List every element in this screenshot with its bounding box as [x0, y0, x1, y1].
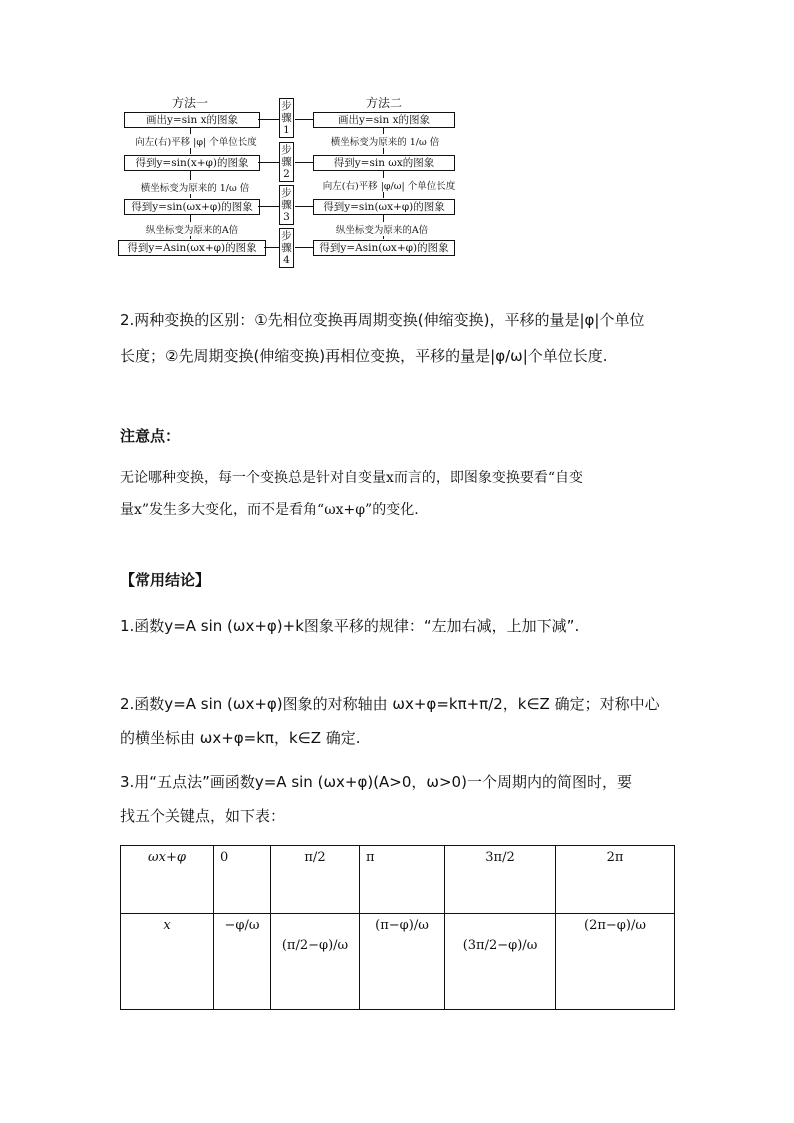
step-1: 步骤1 [279, 98, 294, 138]
table-cell: ωx+φ [121, 846, 214, 914]
note-line-2: 量x”发生多大变化，而不是看角“ωx+φ”的变化. [120, 502, 419, 518]
m1-label-2: 横坐标变为原来的 1/ω 倍 [130, 180, 260, 194]
table-cell: −φ/ω [214, 914, 271, 1010]
m2-box-1: 画出y=sin x的图象 [313, 112, 455, 128]
conclusion-3-line-1: 3.用“五点法”画函数y=A sin (ωx+φ)(A>0，ω>0)一个周期内的简图时，要 [120, 773, 632, 791]
note-line-1: 无论哪种变换，每一个变换总是针对自变量x而言的，即图象变换要看“自变 [120, 470, 584, 486]
m1-box-3: 得到y=sin(ωx+φ)的图象 [124, 199, 260, 215]
step-3: 步骤3 [279, 185, 294, 225]
conclusion-2-line-2: 的横坐标由 ωx+φ=kπ，k∈Z 确定. [120, 729, 361, 747]
m1-box-2: 得到y=sin(x+φ)的图象 [124, 155, 260, 171]
m1-box-4: 得到y=Asin(ωx+φ)的图象 [118, 240, 266, 256]
table-cell: π [360, 846, 445, 914]
table-cell: (π−φ)/ω [360, 914, 445, 1010]
m1-box-1: 画出y=sin x的图象 [124, 112, 260, 128]
conclusion-3-line-2: 找五个关键点，如下表： [120, 807, 286, 825]
m2-label-1: 横坐标变为原来的 1/ω 倍 [320, 134, 450, 148]
difference-line-1: 2.两种变换的区别：①先相位变换再周期变换(伸缩变换)，平移的量是|φ|个单位 [120, 311, 645, 329]
five-point-table [120, 845, 675, 1010]
m2-box-4: 得到y=Asin(ωx+φ)的图象 [313, 240, 455, 256]
table-cell: 0 [214, 846, 271, 914]
section-title: 【常用结论】 [120, 571, 211, 589]
table-cell: (π/2−φ)/ω [271, 914, 360, 1010]
m2-box-3: 得到y=sin(ωx+φ)的图象 [313, 199, 455, 215]
step-2: 步骤2 [279, 142, 294, 182]
table-cell: (3π/2−φ)/ω [445, 914, 556, 1010]
method2-title: 方法二 [365, 96, 402, 110]
m2-label-2: 向左(右)平移 |φ/ω| 个单位长度 [316, 178, 462, 192]
table-cell: 2π [556, 846, 675, 914]
m2-label-3: 纵坐标变为原来的A倍 [320, 222, 444, 236]
table-row [121, 846, 675, 914]
difference-line-2: 长度；②先周期变换(伸缩变换)再相位变换，平移的量是|φ/ω|个单位长度. [120, 347, 608, 365]
m1-label-1: 向左(右)平移 |φ| 个单位长度 [122, 134, 270, 148]
table-cell: (2π−φ)/ω [556, 914, 675, 1010]
table-cell: π/2 [271, 846, 360, 914]
table-cell: 3π/2 [445, 846, 556, 914]
table-row [121, 914, 675, 1010]
method1-title: 方法一 [171, 96, 208, 110]
m2-box-2: 得到y=sin ωx的图象 [313, 155, 455, 171]
conclusion-2-line-1: 2.函数y=A sin (ωx+φ)图象的对称轴由 ωx+φ=kπ+π/2，k∈Z 确定；对称中心 [120, 695, 660, 713]
table-cell: x [121, 914, 214, 1010]
note-title: 注意点： [120, 427, 181, 445]
step-4: 步骤4 [279, 228, 294, 268]
m1-label-3: 纵坐标变为原来的A倍 [130, 222, 254, 236]
conclusion-1: 1.函数y=A sin (ωx+φ)+k图象平移的规律：“左加右减，上加下减”. [120, 617, 580, 635]
